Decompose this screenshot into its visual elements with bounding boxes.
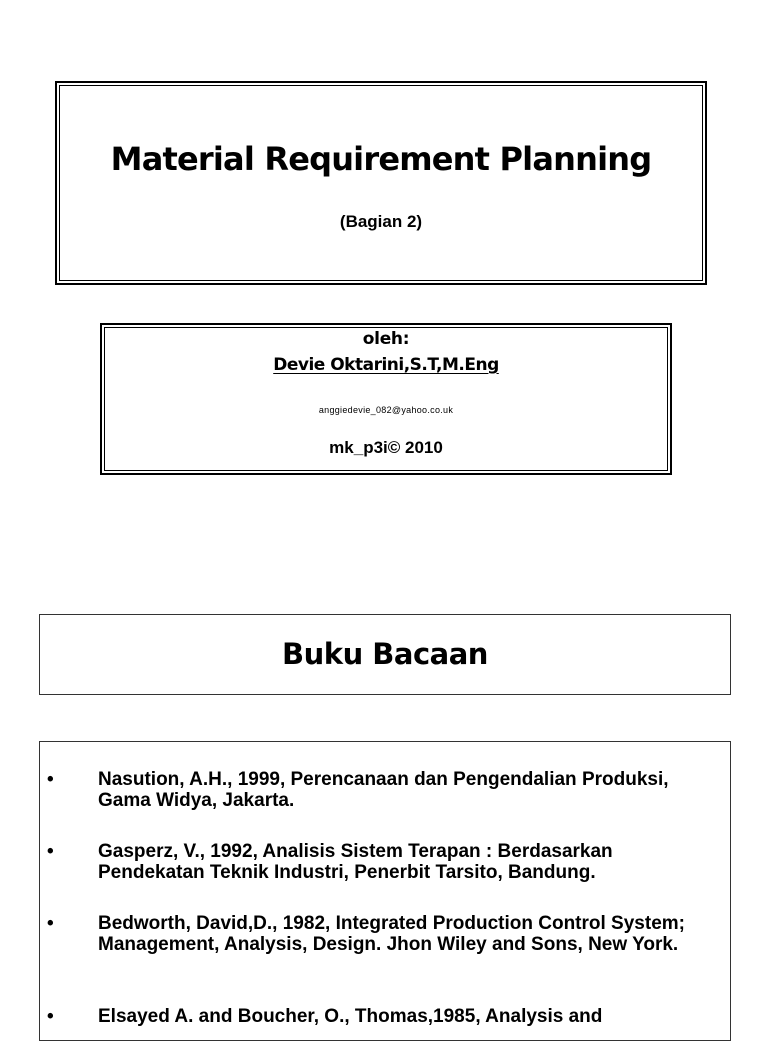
author-box [100,323,672,475]
bullet-icon: • [47,769,54,790]
author-name: Devie Oktarini,S.T,M.Eng [273,355,499,375]
reference-text: Gasperz, V., 1992, Analisis Sistem Terapan : Berdasarkan Pendekatan Teknik Industri, Penerbit Tarsito, Bandung. [98,841,613,883]
course-code: mk_p3i© 2010 [329,438,443,457]
section-heading-box [39,614,731,695]
reference-text: Bedworth, David,D., 1982, Integrated Production Control System; Management, Analysis, Design. Jhon Wiley and Sons, New York. [98,913,685,955]
bullet-icon: • [47,841,54,862]
by-label: oleh: [362,329,410,349]
reference-text: Elsayed A. and Boucher, O., Thomas,1985, Analysis and [98,1006,603,1027]
bullet-icon: • [47,913,54,934]
title-box [55,81,707,285]
author-email: anggiedevie_082@yahoo.co.uk [318,405,454,415]
page-title: Material Requirement Planning [110,140,652,178]
section-heading: Buku Bacaan [282,637,488,671]
reference-text: Nasution, A.H., 1999, Perencanaan dan Pengendalian Produksi, Gama Widya, Jakarta. [98,769,669,811]
bullet-icon: • [47,1006,54,1027]
page-subtitle: (Bagian 2) [339,212,423,231]
references-box [39,741,731,1041]
